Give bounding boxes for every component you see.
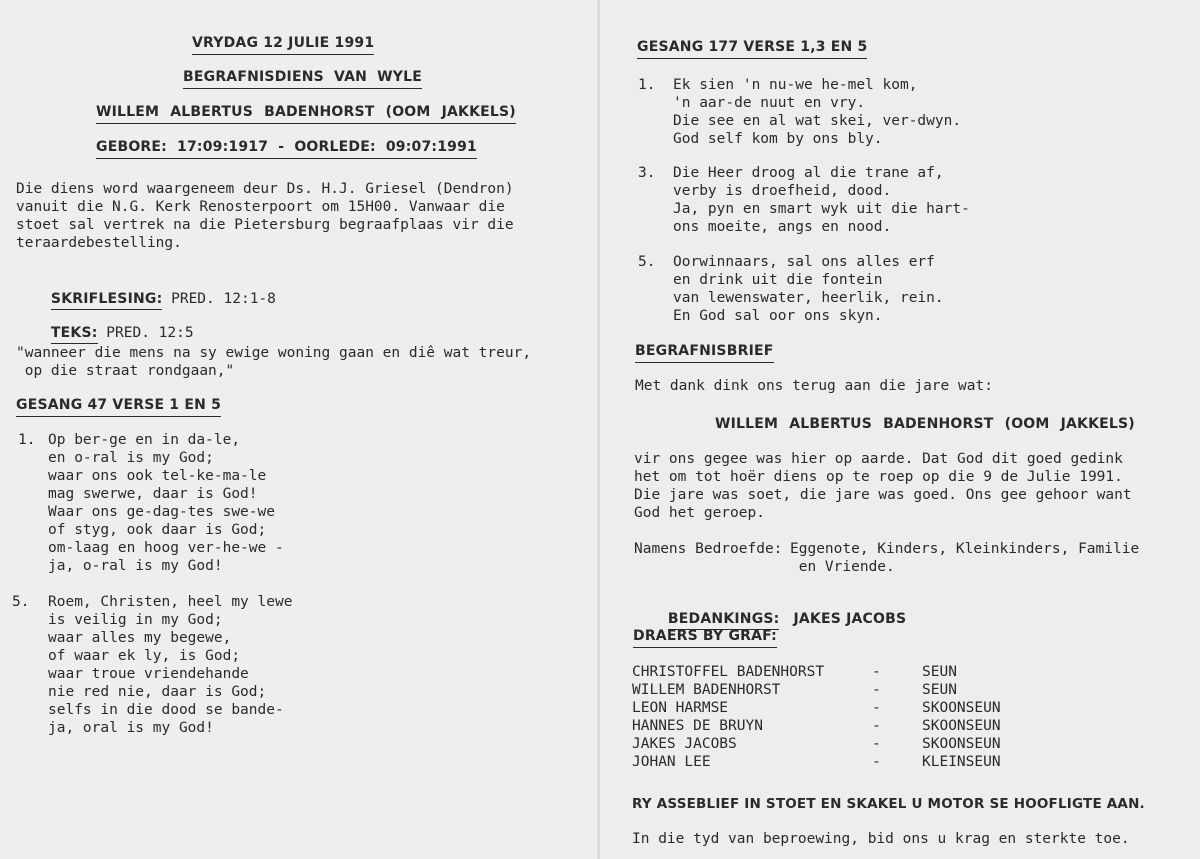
bearer-relation: KLEINSEUN xyxy=(922,754,1001,770)
bearer-dash: - xyxy=(872,754,881,770)
bereaved-value: Eggenote, Kinders, Kleinkinders, Familie en Vriende. xyxy=(790,541,1140,575)
closing-prayer: In die tyd van beproewing, bid ons u krag en sterkte toe. xyxy=(632,831,1130,847)
list-item xyxy=(632,699,728,717)
hymn-47-verse-5-number: 5. xyxy=(12,594,30,610)
bearer-name: JOHAN LEE xyxy=(632,754,711,770)
bearer-dash: - xyxy=(872,664,881,680)
funeral-letter-body: vir ons gegee was hier op aarde. Dat God dit goed gedink het om tot hoër diens op te roep op die 9 de Julie 1991. Die jare was soet, die jare was goed. Ons gee gehoor want God het geroep. xyxy=(634,451,1132,521)
left-page xyxy=(0,0,598,859)
service-title: BEGRAFNISDIENS VAN WYLE xyxy=(183,68,422,89)
bearer-relation: SKOONSEUN xyxy=(922,700,1001,716)
sermon-text-value: PRED. 12:5 xyxy=(97,325,194,341)
bearer-relation: SEUN xyxy=(922,682,957,698)
procession-notice: RY ASSEBLIEF IN STOET EN SKAKEL U MOTOR SE HOOFLIGTE AAN. xyxy=(632,796,1145,812)
list-item xyxy=(632,753,711,771)
hymn-177-verse-1-number: 1. xyxy=(638,77,656,93)
list-item xyxy=(632,717,763,735)
funeral-letter-intro: Met dank dink ons terug aan die jare wat: xyxy=(635,378,993,394)
bearer-dash: - xyxy=(872,682,881,698)
bearer-dash: - xyxy=(872,718,881,734)
hymn-177-verse-3-number: 3. xyxy=(638,165,656,181)
bearer-name: HANNES DE BRUYN xyxy=(632,718,763,734)
bearer-name: WILLEM BADENHORST xyxy=(632,682,781,698)
bereaved-label: Namens Bedroefde: xyxy=(634,541,783,557)
bearer-name: CHRISTOFFEL BADENHORST xyxy=(632,664,825,680)
bearer-name: LEON HARMSE xyxy=(632,700,729,716)
scripture-reading-value: PRED. 12:1-8 xyxy=(162,291,276,307)
bearer-relation: SKOONSEUN xyxy=(922,718,1001,734)
hymn-47-verse-5: Roem, Christen, heel my lewe is veilig in my God; waar alles my begewe, of waar ek ly, is God; waar troue vriendehande nie red nie, daar is God; selfs in die dood se bande- ja, oral is my God! xyxy=(48,594,293,736)
list-item xyxy=(632,681,780,699)
hymn-47-title: GESANG 47 VERSE 1 EN 5 xyxy=(16,396,221,417)
hymn-47-verse-1-number: 1. xyxy=(18,432,36,448)
bearer-dash: - xyxy=(872,700,881,716)
bearer-name: JAKES JACOBS xyxy=(632,736,737,752)
funeral-letter-name: WILLEM ALBERTUS BADENHORST (OOM JAKKELS) xyxy=(715,416,1135,432)
birth-death-dates: GEBORE: 17:09:1917 - OORLEDE: 09:07:1991 xyxy=(96,138,477,159)
acknowledgements-value: JAKES JACOBS xyxy=(793,611,907,627)
hymn-177-verse-5-number: 5. xyxy=(638,254,656,270)
hymn-177-verse-1: Ek sien 'n nu-we he-mel kom, 'n aar-de nuut en vry. Die see en al wat skei, ver-dwyn. God self kom by ons bly. xyxy=(673,77,962,147)
sermon-quote: "wanneer die mens na sy ewige woning gaan en diê wat treur, op die straat rondgaan," xyxy=(16,345,532,379)
scripture-reading-label: SKRIFLESING: xyxy=(51,291,162,310)
hymn-177-verse-5: Oorwinnaars, sal ons alles erf en drink uit die fontein van lewenswater, heerlik, rein. En God sal oor ons skyn. xyxy=(673,254,944,324)
service-date: VRYDAG 12 JULIE 1991 xyxy=(192,34,374,55)
hymn-177-title: GESANG 177 VERSE 1,3 EN 5 xyxy=(637,38,867,59)
service-intro: Die diens word waargeneem deur Ds. H.J. Griesel (Dendron) vanuit die N.G. Kerk Renosterpoort om 15H00. Vanwaar die stoet sal vertrek na die Pietersburg begraafplaas vir die teraardebestelling. xyxy=(16,181,514,251)
list-item xyxy=(632,663,824,681)
bearer-relation: SKOONSEUN xyxy=(922,736,1001,752)
bearer-relation: SEUN xyxy=(922,664,957,680)
deceased-name: WILLEM ALBERTUS BADENHORST (OOM JAKKELS) xyxy=(96,103,516,124)
acknowledgements-label: BEDANKINGS: xyxy=(668,611,780,630)
funeral-letter-title: BEGRAFNISBRIEF xyxy=(635,342,774,363)
bearer-dash: - xyxy=(872,736,881,752)
right-page xyxy=(600,0,1200,859)
pallbearers-title: DRAERS BY GRAF: xyxy=(633,627,777,648)
sermon-text-label: TEKS: xyxy=(51,325,98,344)
hymn-47-verse-1: Op ber-ge en in da-le, en o-ral is my God; waar ons ook tel-ke-ma-le mag swerwe, daar is God! Waar ons ge-dag-tes swe-we of styg, ook daar is God; om-laag en hoog ver-he-we - ja, o-ral is my God! xyxy=(48,432,284,574)
hymn-177-verse-3: Die Heer droog al die trane af, verby is droefheid, dood. Ja, pyn en smart wyk uit die hart- ons moeite, angs en nood. xyxy=(673,165,970,235)
list-item xyxy=(632,735,737,753)
